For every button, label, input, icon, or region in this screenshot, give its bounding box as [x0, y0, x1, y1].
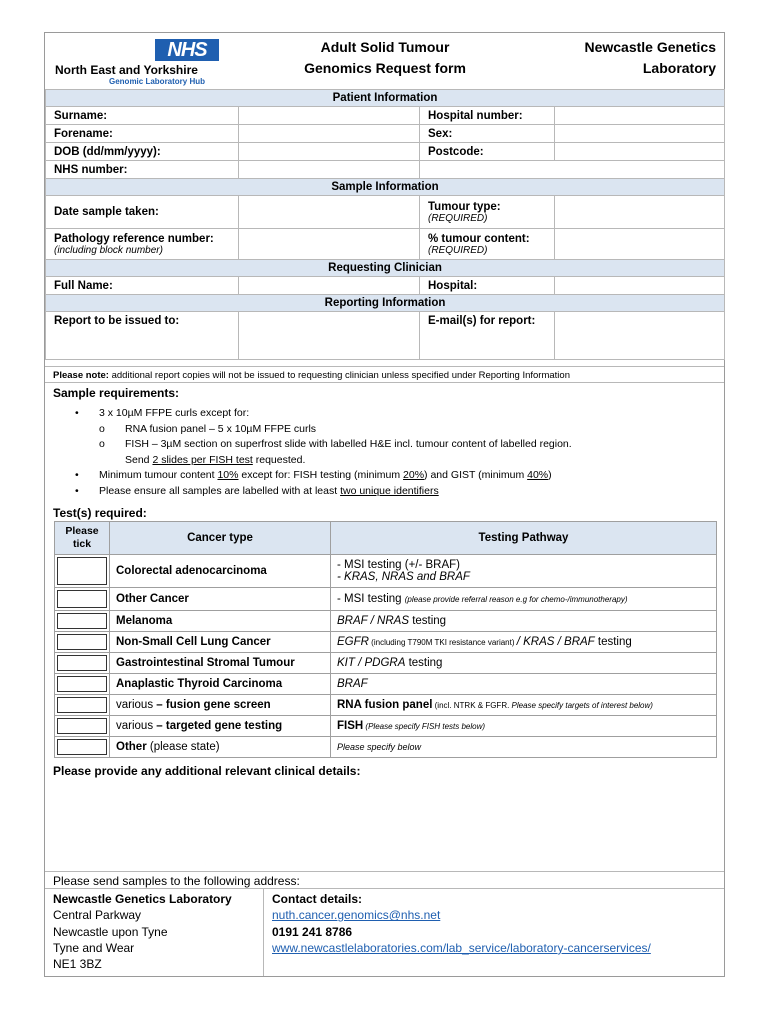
emails-label: E-mail(s) for report:	[420, 312, 555, 360]
tests-heading: Test(s) required:	[53, 506, 147, 520]
dob-label: DOB (dd/mm/yyyy):	[46, 143, 239, 161]
sex-label: Sex:	[420, 125, 555, 143]
section-clinician: Requesting Clinician	[46, 260, 725, 277]
section-patient: Patient Information	[46, 90, 725, 107]
table-row: various – targeted gene testing FISH (Please specify FISH tests below)	[55, 716, 717, 737]
hospital-field[interactable]	[555, 277, 725, 295]
tick-checkbox[interactable]	[57, 739, 107, 755]
date-taken-label: Date sample taken:	[46, 196, 239, 229]
pathology-ref-label: Pathology reference number: (including block number)	[46, 229, 239, 260]
requirements-list	[75, 406, 572, 499]
tick-checkbox[interactable]	[57, 557, 107, 585]
org-subname: Genomic Laboratory Hub	[109, 77, 206, 86]
col-testing-pathway: Testing Pathway	[331, 522, 717, 555]
sex-field[interactable]	[555, 125, 725, 143]
full-name-field[interactable]	[239, 277, 420, 295]
section-sample: Sample Information	[46, 179, 725, 196]
hospital-label: Hospital:	[420, 277, 555, 295]
postcode-label: Postcode:	[420, 143, 555, 161]
emails-field[interactable]	[555, 312, 725, 360]
tick-checkbox[interactable]	[57, 590, 107, 608]
section-reporting: Reporting Information	[46, 295, 725, 312]
details-table	[45, 89, 725, 360]
send-address-heading: Please send samples to the following address:	[53, 874, 300, 888]
list-item: o RNA fusion panel – 5 x 10µM FFPE curls	[75, 422, 572, 438]
dob-field[interactable]	[239, 143, 420, 161]
tests-table	[54, 521, 717, 758]
tumour-content-label: % tumour content: (REQUIRED)	[420, 229, 555, 260]
forename-label: Forename:	[46, 125, 239, 143]
website-link[interactable]: www.newcastlelaboratories.com/lab_service/laboratory-cancerservices/	[272, 940, 651, 955]
send-address-block	[45, 871, 724, 972]
lab-address: Newcastle Genetics Laboratory Central Parkway Newcastle upon Tyne Tyne and Wear NE1 3BZ	[53, 892, 232, 972]
table-row: Melanoma BRAF / NRAS testing	[55, 611, 717, 632]
tick-checkbox[interactable]	[57, 655, 107, 671]
tick-checkbox[interactable]	[57, 697, 107, 713]
table-row: various – fusion gene screen RNA fusion panel (incl. NTRK & FGFR. Please specify targets of interest below)	[55, 695, 717, 716]
form-header	[45, 33, 724, 89]
clinical-details-label: Please provide any additional relevant clinical details:	[53, 764, 361, 778]
pathology-ref-field[interactable]	[239, 229, 420, 260]
tumour-content-field[interactable]	[555, 229, 725, 260]
divider	[45, 888, 724, 889]
full-name-label: Full Name:	[46, 277, 239, 295]
hospital-number-label: Hospital number:	[420, 107, 555, 125]
email-link[interactable]: nuth.cancer.genomics@nhs.net	[272, 908, 441, 923]
table-row: Gastrointestinal Stromal Tumour KIT / PDGRA testing	[55, 653, 717, 674]
tumour-type-field[interactable]	[555, 196, 725, 229]
tumour-type-label: Tumour type: (REQUIRED)	[420, 196, 555, 229]
table-row: Colorectal adenocarcinoma - MSI testing (+/- BRAF) - KRAS, NRAS and BRAF	[55, 555, 717, 588]
tick-checkbox[interactable]	[57, 718, 107, 734]
list-item: o FISH – 3µM section on superfrost slide with labelled H&E incl. tumour content of labelled region.	[75, 437, 572, 453]
col-cancer-type: Cancer type	[110, 522, 331, 555]
nhs-number-field[interactable]	[239, 161, 420, 179]
date-taken-field[interactable]	[239, 196, 420, 229]
table-row: Anaplastic Thyroid Carcinoma BRAF	[55, 674, 717, 695]
postcode-field[interactable]	[555, 143, 725, 161]
col-tick: Please tick	[55, 522, 110, 555]
list-item: Send 2 slides per FISH test requested.	[125, 453, 306, 466]
contact-details: Contact details: nuth.cancer.genomics@nhs.net 0191 241 8786 www.newcastlelaboratories.com/lab_service/laboratory-cancerservices/	[272, 892, 651, 955]
issued-to-label: Report to be issued to:	[46, 312, 239, 360]
list-item: • Minimum tumour content 10% except for: FISH testing (minimum 20%) and GIST (minimum 40%)	[75, 468, 572, 484]
phone-number: 0191 241 8786	[272, 924, 353, 939]
org-name: North East and Yorkshire	[55, 63, 198, 77]
table-row: Non-Small Cell Lung Cancer EGFR (including T790M TKI resistance variant) / KRAS / BRAF testing	[55, 632, 717, 653]
table-row: Other Cancer - MSI testing (please provide referral reason e.g for chemo-/immunotherapy)	[55, 588, 717, 611]
list-item: • Please ensure all samples are labelled with at least two unique identifiers	[75, 484, 572, 500]
request-form	[44, 32, 725, 977]
please-note: Please note: additional report copies will not be issued to requesting clinician unless specified under Reporting Information	[45, 366, 724, 383]
tick-checkbox[interactable]	[57, 676, 107, 692]
list-item: • 3 x 10µM FFPE curls except for:	[75, 406, 572, 422]
sample-requirements-heading: Sample requirements:	[53, 386, 180, 400]
hospital-number-field[interactable]	[555, 107, 725, 125]
form-title: Adult Solid Tumour Genomics Request form	[304, 39, 466, 76]
nhs-logo: NHS	[155, 39, 219, 61]
lab-name: Newcastle Genetics Laboratory	[584, 39, 716, 76]
tick-checkbox[interactable]	[57, 613, 107, 629]
divider	[263, 888, 264, 976]
forename-field[interactable]	[239, 125, 420, 143]
surname-field[interactable]	[239, 107, 420, 125]
nhs-number-label: NHS number:	[46, 161, 239, 179]
table-row: Other (please state) Please specify below	[55, 737, 717, 758]
issued-to-field[interactable]	[239, 312, 420, 360]
tick-checkbox[interactable]	[57, 634, 107, 650]
surname-label: Surname:	[46, 107, 239, 125]
